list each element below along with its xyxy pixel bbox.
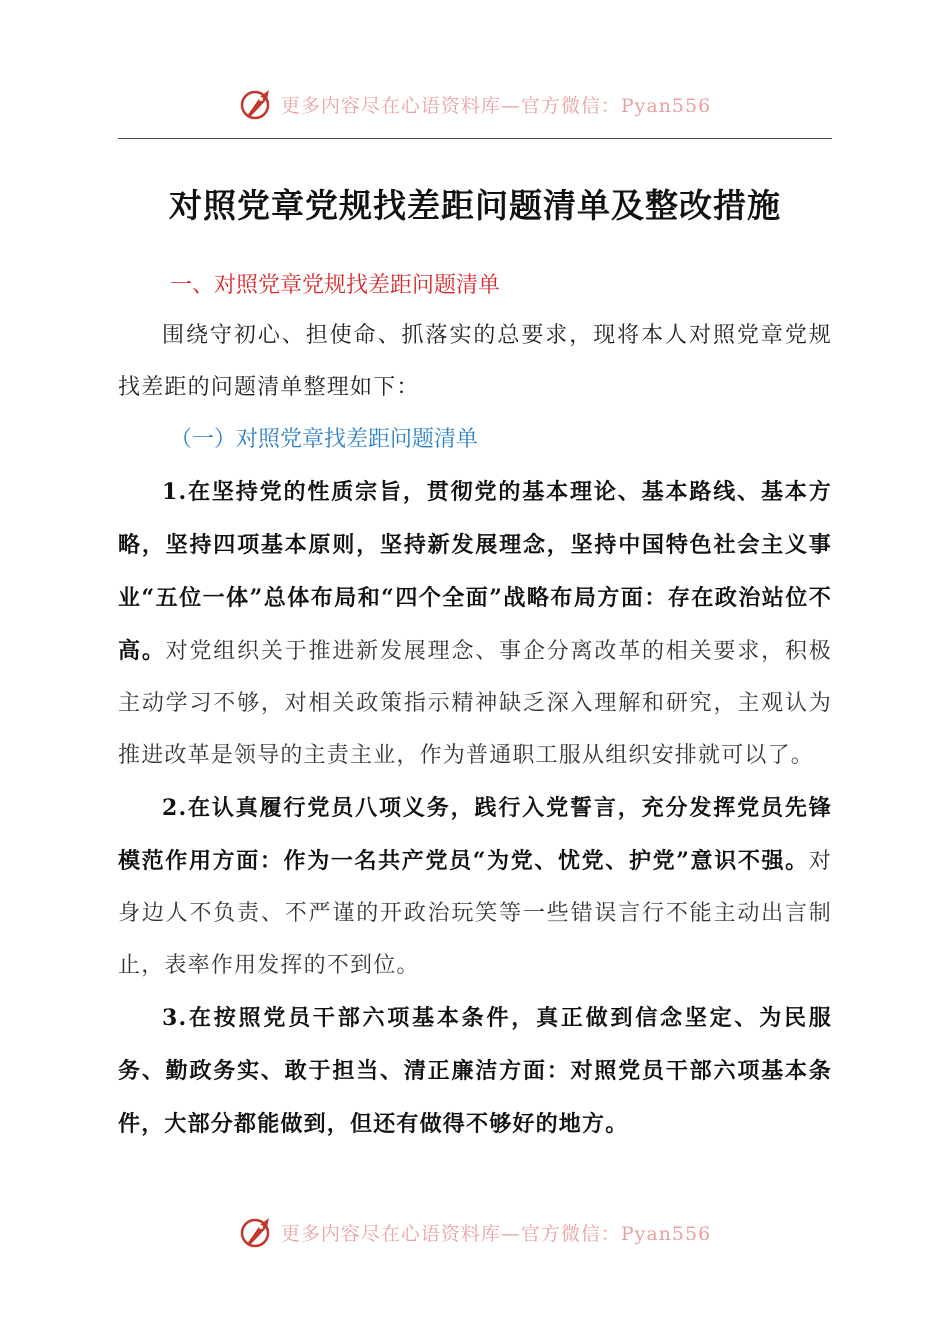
document-title: 对照党章党规找差距问题清单及整改措施 (169, 186, 781, 225)
list-item-3 (118, 992, 832, 1151)
intro-paragraph: 围绕守初心、担使命、抓落实的总要求，现将本人对照党章党规找差距的问题清单整理如下： (118, 323, 832, 400)
watermark-footer (0, 1212, 950, 1252)
subsection-heading: （一）对照党章找差距问题清单 (170, 427, 479, 452)
item-1-normal-text: 对党组织关于推进新发展理念、事企分离改革的相关要求，积极主动学习不够，对相关政策指示精神缺乏深入理解和研究，主观认为推进改革是领导的主责主业，作为普通职工服从组织安排就可以了。 (118, 639, 832, 768)
watermark-header (0, 84, 950, 124)
list-item-1 (118, 466, 832, 782)
watermark-text: 更多内容尽在心语资料库—官方微信：Pyan556 (280, 1222, 712, 1245)
item-2-bold-text: 2.在认真履行党员八项义务，践行入党誓言，充分发挥党员先锋模范作用方面：作为一名共产党员“为党、忧党、护党”意识不强。 (118, 795, 832, 874)
document-body (118, 262, 832, 1151)
item-1-bold-text: 1.在坚持党的性质宗旨，贯彻党的基本理论、基本路线、基本方略，坚持四项基本原则，坚持新发展理念，坚持中国特色社会主义事业“五位一体”总体布局和“四个全面”战略布局方面：存在政治站位不高。 (118, 479, 832, 664)
pen-nib-logo-icon (239, 1214, 275, 1250)
watermark-text: 更多内容尽在心语资料库—官方微信：Pyan556 (280, 94, 712, 117)
list-item-2 (118, 782, 832, 992)
item-2-normal-text: 对身边人不负责、不严谨的开政治玩笑等一些错误言行不能主动出言制止，表率作用发挥的不到位。 (118, 849, 832, 978)
item-3-bold-text: 3.在按照党员干部六项基本条件，真正做到信念坚定、为民服务、勤政务实、敢于担当、清正廉洁方面：对照党员干部六项基本条件，大部分都能做到，但还有做得不够好的地方。 (118, 1005, 832, 1137)
section-heading: 一、对照党章党规找差距问题清单 (170, 273, 501, 298)
pen-nib-logo-icon (239, 86, 275, 122)
header-divider (118, 138, 832, 139)
